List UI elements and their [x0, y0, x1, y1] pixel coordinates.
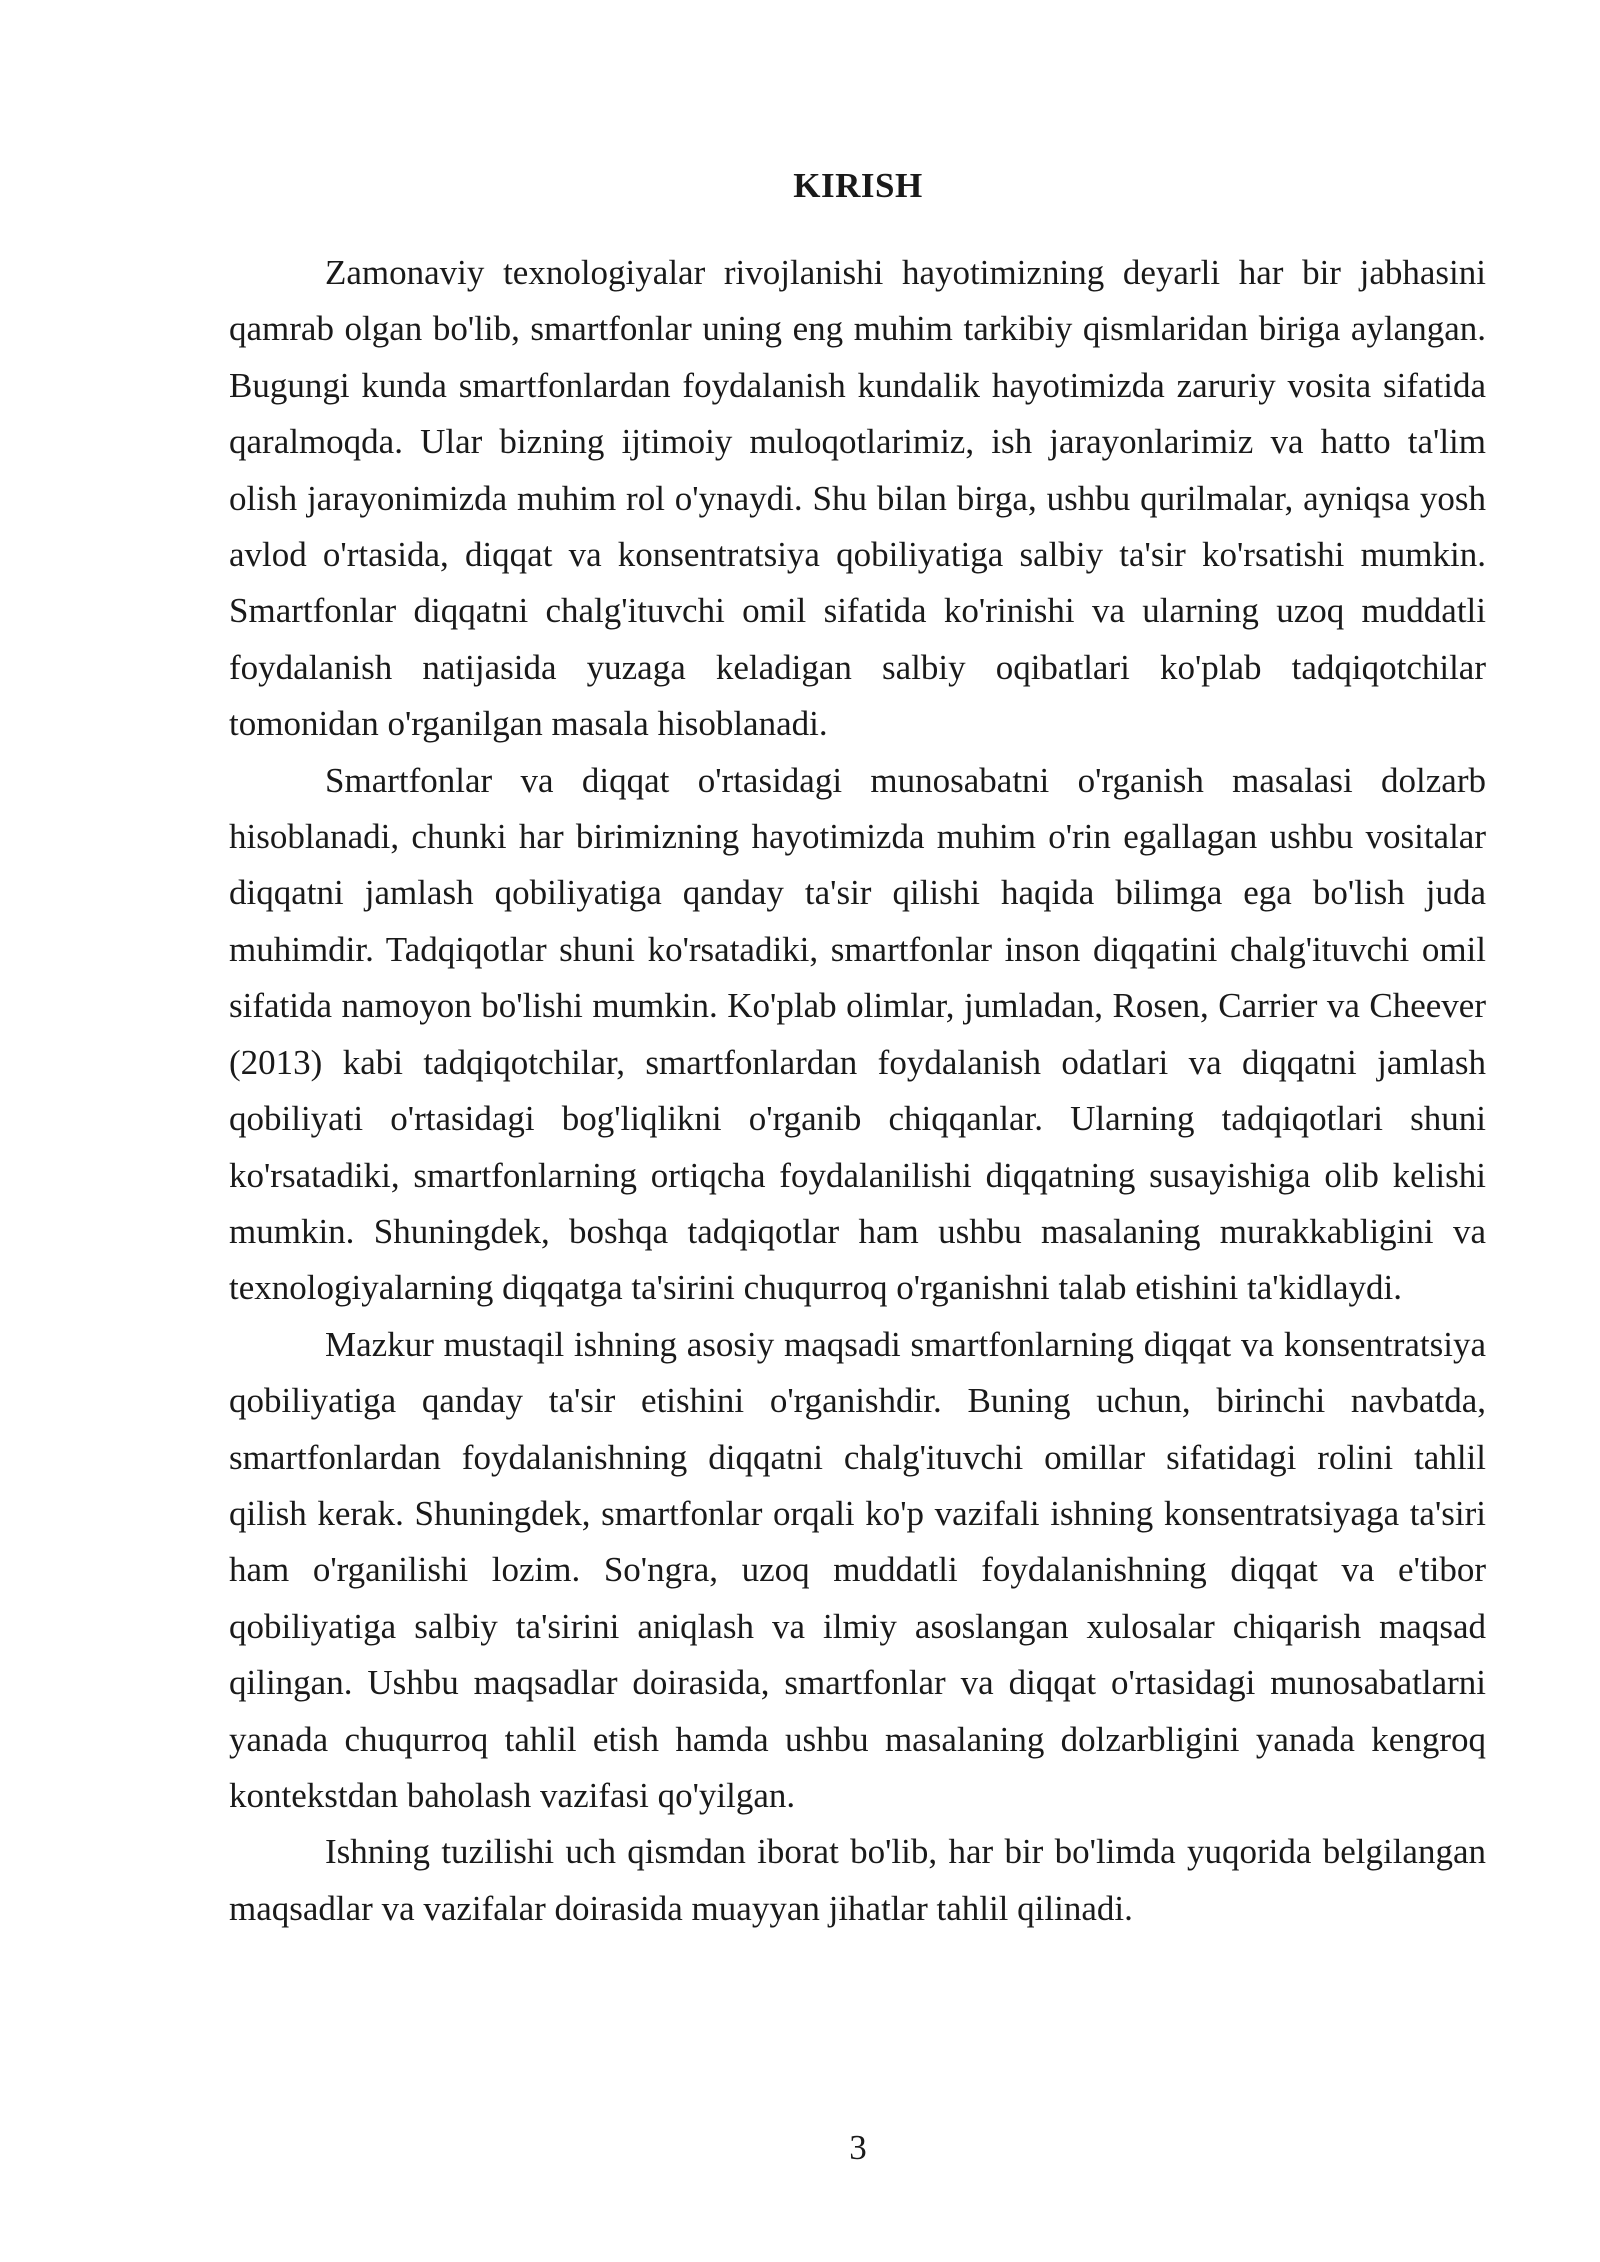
page-title: KIRISH: [793, 166, 923, 205]
paragraph: Zamonaviy texnologiyalar rivojlanishi hayotimizning deyarli har bir jabhasini qamrab olgan bo'lib, smartfonlar uning eng muhim tarkibiy qismlaridan biriga aylangan. Bugungi kunda smartfonlardan foydalanish kundalik hayotimizda zaruriy vosita sifatida qaralmoqda. Ular bizning ijtimoiy muloqotlarimiz, ish jarayonlarimiz va hatto ta'lim olish jarayonimizda muhim rol o'ynaydi. Shu bilan birga, ushbu qurilmalar, ayniqsa yosh avlod o'rtasida, diqqat va konsentratsiya qobiliyatiga salbiy ta'sir ko'rsatishi mumkin. Smartfonlar diqqatni chalg'ituvchi omil sifatida ko'rinishi va ularning uzoq muddatli foydalanish natijasida yuzaga keladigan salbiy oqibatlari ko'plab tadqiqotchilar tomonidan o'rganilgan masala hisoblanadi.: [229, 253, 1486, 744]
paragraph: Smartfonlar va diqqat o'rtasidagi munosabatni o'rganish masalasi dolzarb hisoblanadi, chunki har birimizning hayotimizda muhim o'rin egallagan ushbu vositalar diqqatni jamlash qobiliyatiga qanday ta'sir qilishi haqida bilimga ega bo'lish juda muhimdir. Tadqiqotlar shuni ko'rsatadiki, smartfonlar inson diqqatini chalg'ituvchi omil sifatida namoyon bo'lishi mumkin. Ko'plab olimlar, jumladan, Rosen, Carrier va Cheever (2013) kabi tadqiqotchilar, smartfonlardan foydalanish odatlari va diqqatni jamlash qobiliyati o'rtasidagi bog'liqlikni o'rganib chiqqanlar. Ularning tadqiqotlari shuni ko'rsatadiki, smartfonlarning ortiqcha foydalanilishi diqqatning susayishiga olib kelishi mumkin. Shuningdek, boshqa tadqiqotlar ham ushbu masalaning murakkabligini va texnologiyalarning diqqatga ta'sirini chuqurroq o'rganishni talab etishini ta'kidlaydi.: [229, 760, 1486, 1308]
paragraph: Ishning tuzilishi uch qismdan iborat bo'lib, har bir bo'limda yuqorida belgilangan maqsadlar va vazifalar doirasida muayyan jihatlar tahlil qilinadi.: [229, 1832, 1486, 1928]
paragraph: Mazkur mustaqil ishning asosiy maqsadi smartfonlarning diqqat va konsentratsiya qobiliyatiga qanday ta'sir etishini o'rganishdir. Buning uchun, birinchi navbatda, smartfonlardan foydalanishning diqqatni chalg'ituvchi omillar sifatidagi rolini tahlil qilish kerak. Shuningdek, smartfonlar orqali ko'p vazifali ishning konsentratsiyaga ta'siri ham o'rganilishi lozim. So'ngra, uzoq muddatli foydalanishning diqqat va e'tibor qobiliyatiga salbiy ta'sirini aniqlash va ilmiy asoslangan xulosalar chiqarish maqsad qilingan. Ushbu maqsadlar doirasida, smartfonlar va diqqat o'rtasidagi munosabatlarni yanada chuqurroq tahlil etish hamda ushbu masalaning dolzarbligini yanada kengroq kontekstdan baholash vazifasi qo'yilgan.: [229, 1324, 1486, 1815]
body-text: [229, 245, 1486, 1937]
page-number: 3: [849, 2128, 867, 2167]
